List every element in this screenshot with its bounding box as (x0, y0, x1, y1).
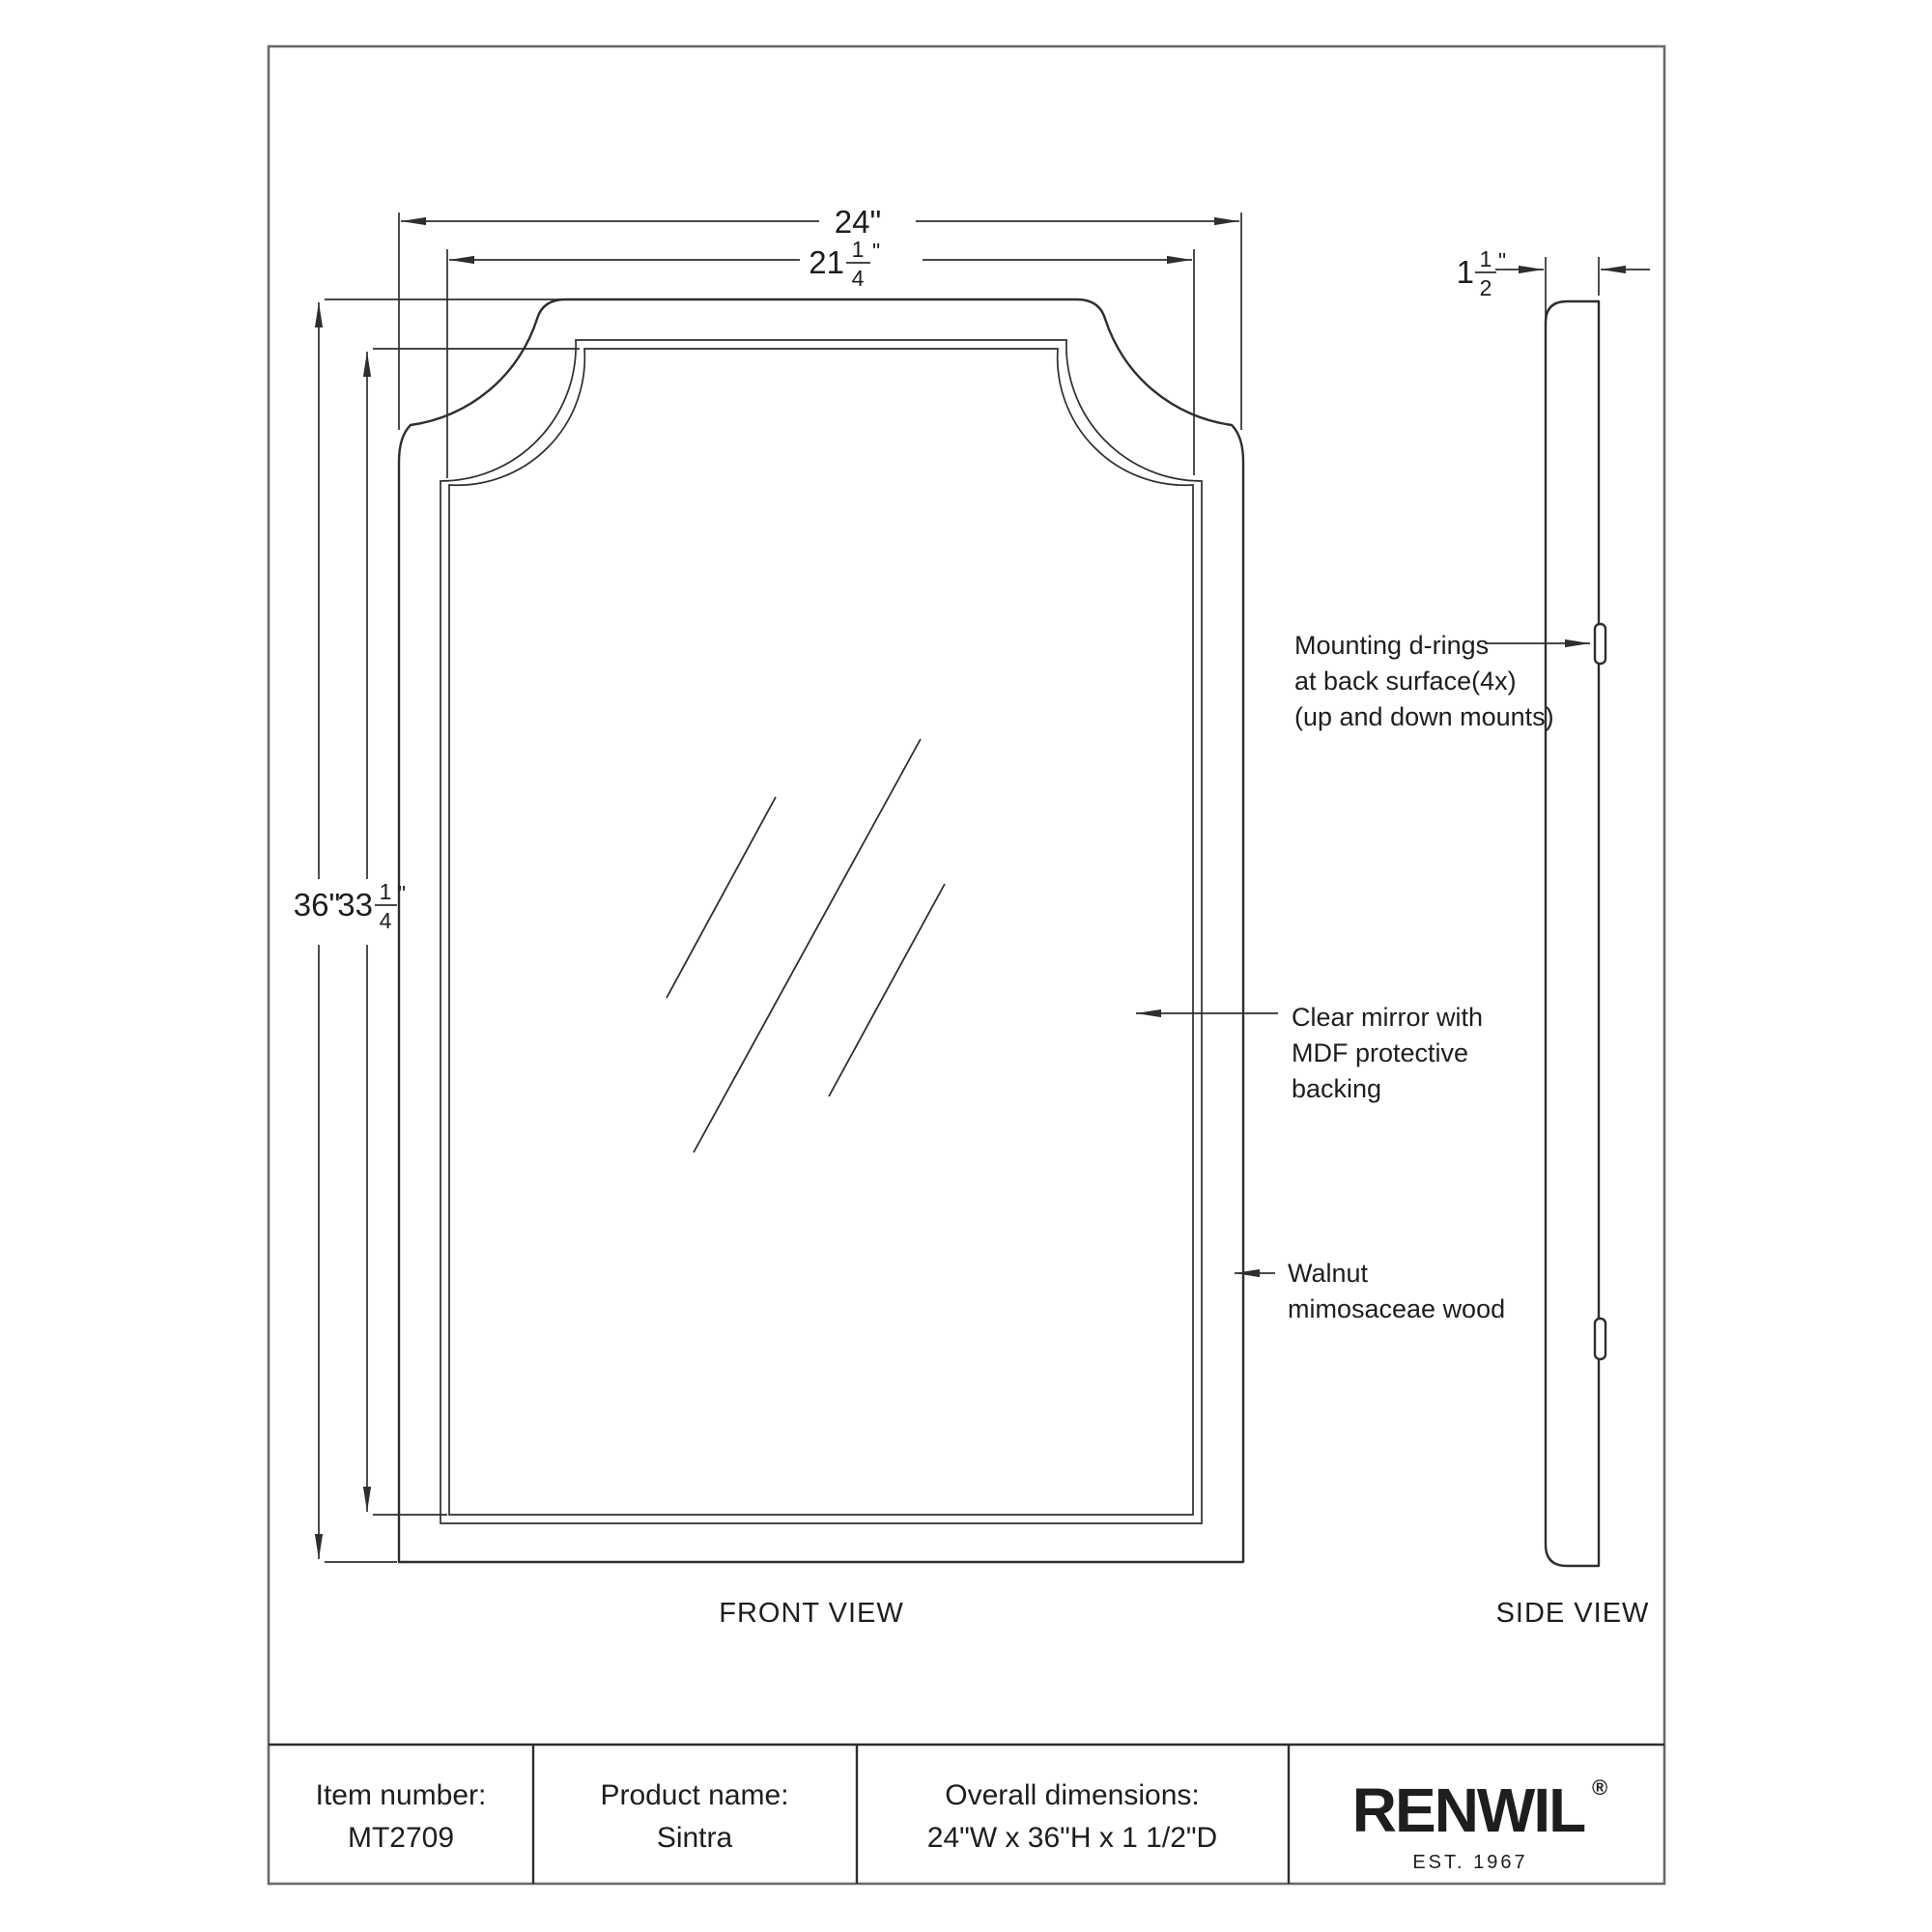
dim-whole: 21 (809, 244, 844, 280)
annotation-text: Walnut (1288, 1259, 1369, 1288)
dim-whole: 1 (1456, 254, 1474, 290)
brand-established: EST. 1967 (1412, 1852, 1528, 1873)
annotation-text: MDF protective (1292, 1038, 1469, 1067)
mounting-d-ring-top (1595, 624, 1605, 664)
annotation-text: (up and down mounts) (1294, 702, 1554, 731)
front-view-label: FRONT VIEW (719, 1598, 904, 1629)
dim-outer-height: 36" (293, 887, 341, 923)
dim-unit: " (1498, 248, 1507, 273)
item-number-value: MT2709 (347, 1822, 455, 1854)
dim-numerator: 1 (851, 237, 865, 262)
dim-denominator: 4 (379, 908, 392, 933)
dim-unit: " (872, 239, 881, 264)
side-view-label: SIDE VIEW (1495, 1598, 1650, 1629)
product-name-label: Product name: (600, 1779, 789, 1811)
dim-numerator: 1 (379, 879, 392, 904)
dim-outer-width: 24" (834, 204, 882, 240)
annotation-text: at back surface(4x) (1294, 667, 1517, 696)
dim-whole: 33 (337, 887, 373, 923)
annotation-text: Mounting d-rings (1294, 631, 1490, 660)
item-number-label: Item number: (315, 1779, 487, 1811)
overall-dimensions-value: 24"W x 36"H x 1 1/2"D (926, 1822, 1218, 1854)
annotation-text: mimosaceae wood (1288, 1294, 1506, 1323)
overall-dimensions-label: Overall dimensions: (945, 1779, 1200, 1811)
dim-unit: " (398, 881, 407, 906)
registered-trademark: ® (1592, 1776, 1608, 1800)
dim-denominator: 4 (851, 266, 865, 291)
annotation-text: backing (1292, 1074, 1382, 1103)
dim-denominator: 2 (1479, 275, 1492, 300)
brand-logo: RENWIL (1351, 1776, 1585, 1845)
mounting-d-ring-bottom (1595, 1319, 1605, 1359)
sheet-border (269, 46, 1664, 1884)
annotation-text: Clear mirror with (1292, 1003, 1484, 1032)
product-name-value: Sintra (656, 1822, 733, 1854)
dim-numerator: 1 (1479, 246, 1492, 271)
